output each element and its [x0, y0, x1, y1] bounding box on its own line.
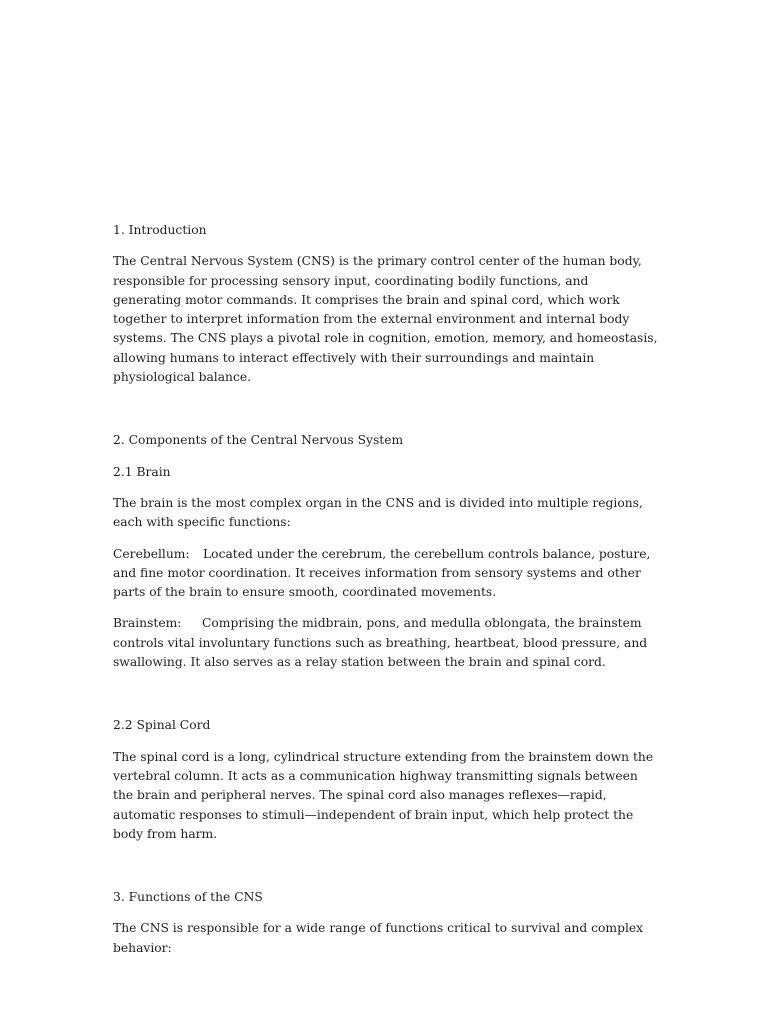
section-heading-introduction: 1. Introduction	[113, 223, 207, 237]
subsection-heading-spinal-cord: 2.2 Spinal Cord	[113, 718, 211, 733]
subsection-heading-brain: 2.1 Brain	[113, 464, 171, 479]
paragraph-functions: The CNS is responsible for a wide range of functions critical to survival and complex behavior:	[113, 921, 644, 955]
paragraph-brain: The brain is the most complex organ in the CNS and is divided into multiple regions, each with specific functions:	[113, 495, 643, 530]
paragraph-spinal-cord: The spinal cord is a long, cylindrical structure extending from the brainstem down the vertebral column. It acts as a communication highway transmitting signals between the brain and peripheral nerves. The spinal cord also manages reflexes—rapid, automatic responses to stimuli—independent of brain input, which help protect the body from harm.	[113, 749, 654, 841]
definition-text-brainstem: Comprising the midbrain, pons, and medulla oblongata, the brainstem controls vital involuntary functions such as breathing, heartbeat, blood pressure, and swallowing. It also serves as a relay station between the brain and spinal cord.	[113, 616, 648, 670]
definition-text-cerebellum: Located under the cerebrum, the cerebellum controls balance, posture, and fine motor coordination. It receives information from sensory systems and other parts of the brain to ensure smooth, coordinated movements.	[113, 546, 651, 600]
definition-brainstem	[113, 614, 658, 672]
paragraph-introduction: The Central Nervous System (CNS) is the primary control center of the human body, responsible for processing sensory input, coordinating bodily functions, and generating motor commands. It comprises the brain and spinal cord, which work together to interpret information from the external environment and internal body systems. The CNS plays a pivotal role in cognition, emotion, memory, and homeostasis, allowing humans to interact effectively with their surroundings and maintain physiological balance.	[113, 254, 658, 385]
document-body	[113, 221, 658, 958]
section-heading-functions: 3. Functions of the CNS	[113, 890, 263, 905]
term-brainstem: Brainstem:	[113, 616, 182, 631]
definition-cerebellum	[113, 545, 658, 603]
term-cerebellum: Cerebellum:	[113, 546, 190, 561]
section-heading-components: 2. Components of the Central Nervous System	[113, 433, 404, 448]
